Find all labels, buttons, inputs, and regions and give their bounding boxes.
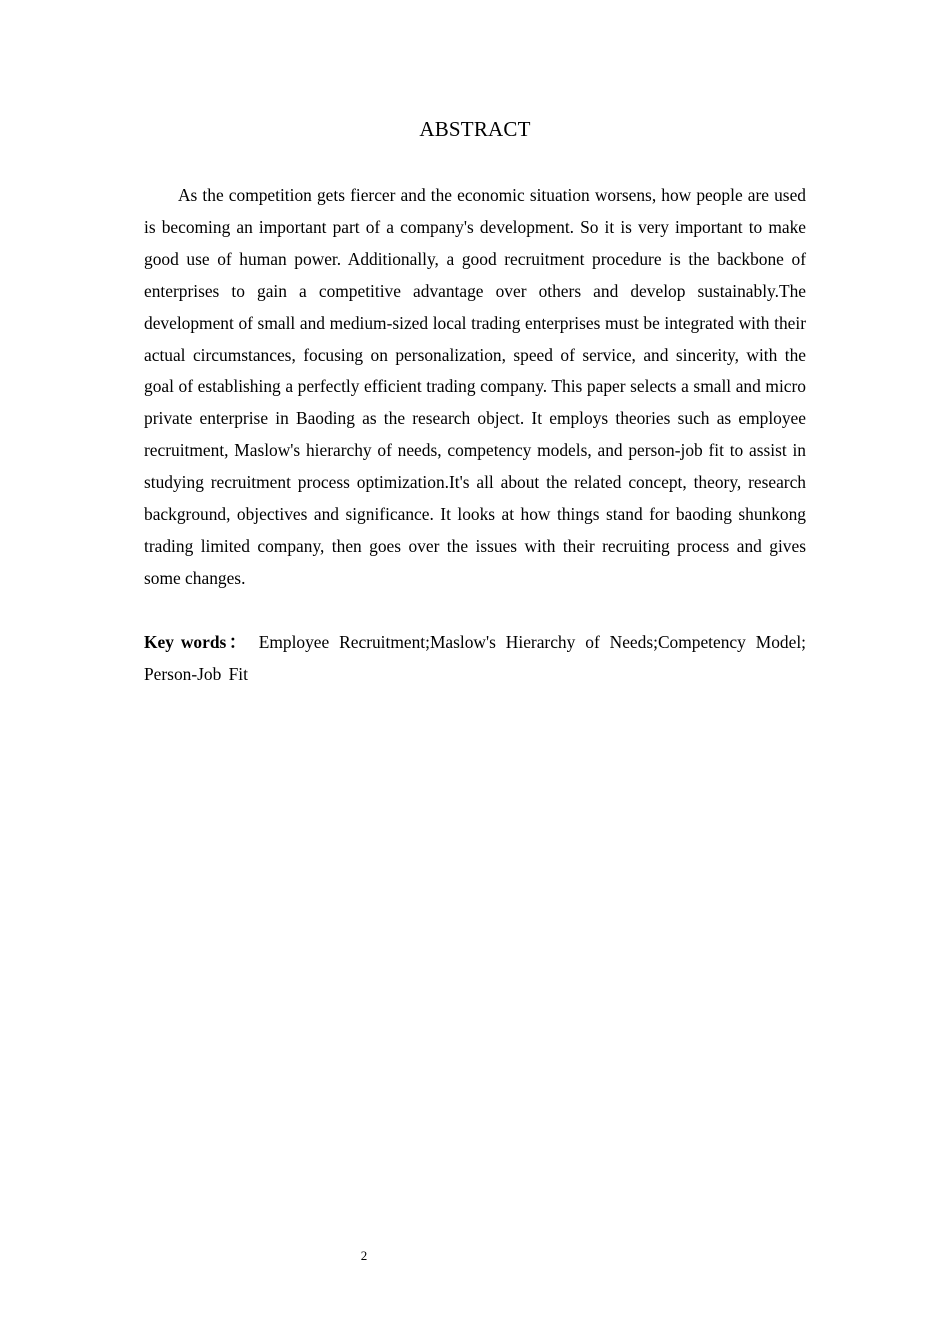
keywords-text: Employee Recruitment;Maslow's Hierarchy of Needs;Competency Model; Person-Job Fit [144, 632, 806, 684]
abstract-title: ABSTRACT [419, 117, 531, 141]
abstract-paragraph: As the competition gets fiercer and the economic situation worsens, how people are used is becoming an important part of a company's development. So it is very important to make good use of human power. Additionally, a good recruitment procedure is the backbone of enterprises to gain a competitive advantage over others and develop sustainably.The development of small and medium-sized local trading enterprises must be integrated with their actual circumstances, focusing on personalization, speed of service, and sincerity, with the goal of establishing a perfectly efficient trading company. This paper selects a small and micro private enterprise in Baoding as the research object. It employs theories such as employee recruitment, Maslow's hierarchy of needs, competency models, and person-job fit to assist in studying recruitment process optimization.It's all about the related concept, theory, research background, objectives and significance. It looks at how things stand for baoding shunkong trading limited company, then goes over the issues with their recruiting process and gives some changes. [144, 185, 806, 588]
page-number: 2 [360, 1248, 368, 1263]
keywords-label: Key words： [144, 632, 249, 652]
abstract-body [144, 180, 806, 595]
keywords-line [144, 627, 806, 690]
